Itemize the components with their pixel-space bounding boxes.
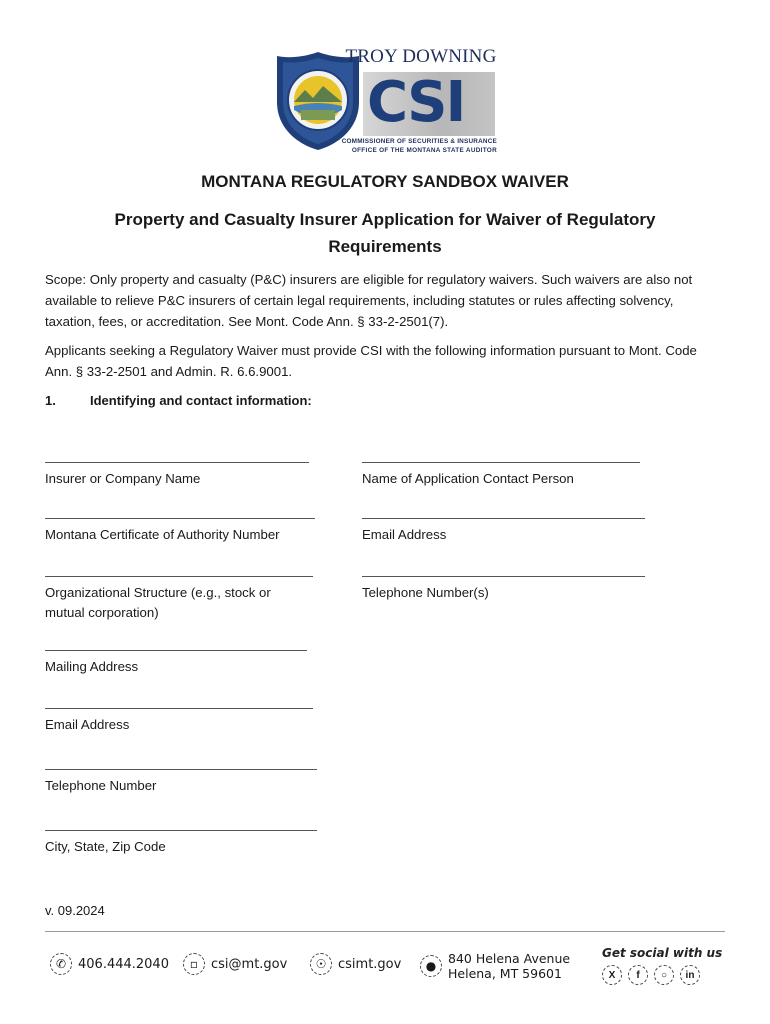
field-label: Name of Application Contact Person xyxy=(362,471,574,486)
version-label: v. 09.2024 xyxy=(45,903,105,918)
phone-text: 406.444.2040 xyxy=(78,956,169,972)
field-contact-email[interactable] xyxy=(362,518,645,545)
field-label: Organizational Structure (e.g., stock or mutual corporation) xyxy=(45,585,271,620)
phone-icon: ✆ xyxy=(50,953,72,975)
footer-address xyxy=(420,951,570,981)
field-insurer-name[interactable] xyxy=(45,462,309,489)
field-contact-telephone[interactable] xyxy=(362,576,645,603)
blank-line xyxy=(45,462,309,463)
field-email-address[interactable] xyxy=(45,708,313,735)
address-block xyxy=(448,951,570,981)
blank-line xyxy=(362,518,645,519)
applicants-paragraph: Applicants seeking a Regulatory Waiver must provide CSI with the following information pursuant to Mont. Code Ann. § 33-2-2501 and Admin. R. 6.6.9001. xyxy=(45,343,697,379)
section-number: 1. xyxy=(45,393,56,408)
footer-website[interactable] xyxy=(310,953,401,975)
chat-icon: ▫ xyxy=(183,953,205,975)
social-title: Get social with us xyxy=(602,946,723,960)
instagram-icon[interactable]: ○ xyxy=(654,965,674,985)
blank-line xyxy=(45,769,317,770)
field-label: Email Address xyxy=(45,717,130,732)
field-label: Montana Certificate of Authority Number xyxy=(45,527,280,542)
brand-name: TROY DOWNING xyxy=(345,46,497,67)
blank-line xyxy=(45,518,315,519)
address-line2: Helena, MT 59601 xyxy=(448,966,562,981)
document-subtitle: Property and Casualty Insurer Application for Waiver of Regulatory Requirements xyxy=(114,210,656,256)
field-label: Email Address xyxy=(362,527,447,542)
footer-phone[interactable] xyxy=(50,953,169,975)
globe-icon: ☉ xyxy=(310,953,332,975)
website-text: csimt.gov xyxy=(338,956,402,972)
csi-logo xyxy=(275,46,500,158)
field-certificate-number[interactable] xyxy=(45,518,315,545)
blank-line xyxy=(45,830,317,831)
location-pin-icon: ● xyxy=(420,955,442,977)
document-title: MONTANA REGULATORY SANDBOX WAIVER xyxy=(201,172,569,191)
field-label: Mailing Address xyxy=(45,659,139,674)
field-contact-person[interactable] xyxy=(362,462,640,489)
address-line1: 840 Helena Avenue xyxy=(448,951,571,966)
blank-line xyxy=(362,462,640,463)
footer-divider xyxy=(45,931,725,932)
field-label: City, State, Zip Code xyxy=(45,839,166,854)
field-city-state-zip[interactable] xyxy=(45,830,317,857)
field-mailing-address[interactable] xyxy=(45,650,307,677)
email-text: csi@mt.gov xyxy=(211,956,288,972)
field-label: Telephone Number(s) xyxy=(362,585,489,600)
logo-subtitle-1: COMMISSIONER OF SECURITIES & INSURANCE xyxy=(341,138,497,145)
section-heading xyxy=(45,393,312,408)
x-icon[interactable]: X xyxy=(602,965,622,985)
field-telephone-number[interactable] xyxy=(45,769,317,796)
field-organizational-structure[interactable] xyxy=(45,576,313,623)
blank-line xyxy=(362,576,645,577)
footer-email[interactable] xyxy=(183,953,287,975)
csi-acronym: CSI xyxy=(367,70,465,135)
blank-line xyxy=(45,576,313,577)
logo-subtitle-2: OFFICE OF THE MONTANA STATE AUDITOR xyxy=(351,147,497,154)
social-links xyxy=(602,965,700,985)
field-label: Insurer or Company Name xyxy=(45,471,201,486)
facebook-icon[interactable]: f xyxy=(628,965,648,985)
linkedin-icon[interactable]: in xyxy=(680,965,700,985)
scope-paragraph: Scope: Only property and casualty (P&C) insurers are eligible for regulatory waivers. Such waivers are also not available to relieve P&C insurers of certain legal requirements, including statutes or rules affecting solvency, taxation, fees, or accreditation. See Mont. Code Ann. § 33-2-2501(7). xyxy=(45,272,693,329)
blank-line xyxy=(45,708,313,709)
section-label: Identifying and contact information: xyxy=(90,393,312,408)
blank-line xyxy=(45,650,307,651)
field-label: Telephone Number xyxy=(45,778,157,793)
